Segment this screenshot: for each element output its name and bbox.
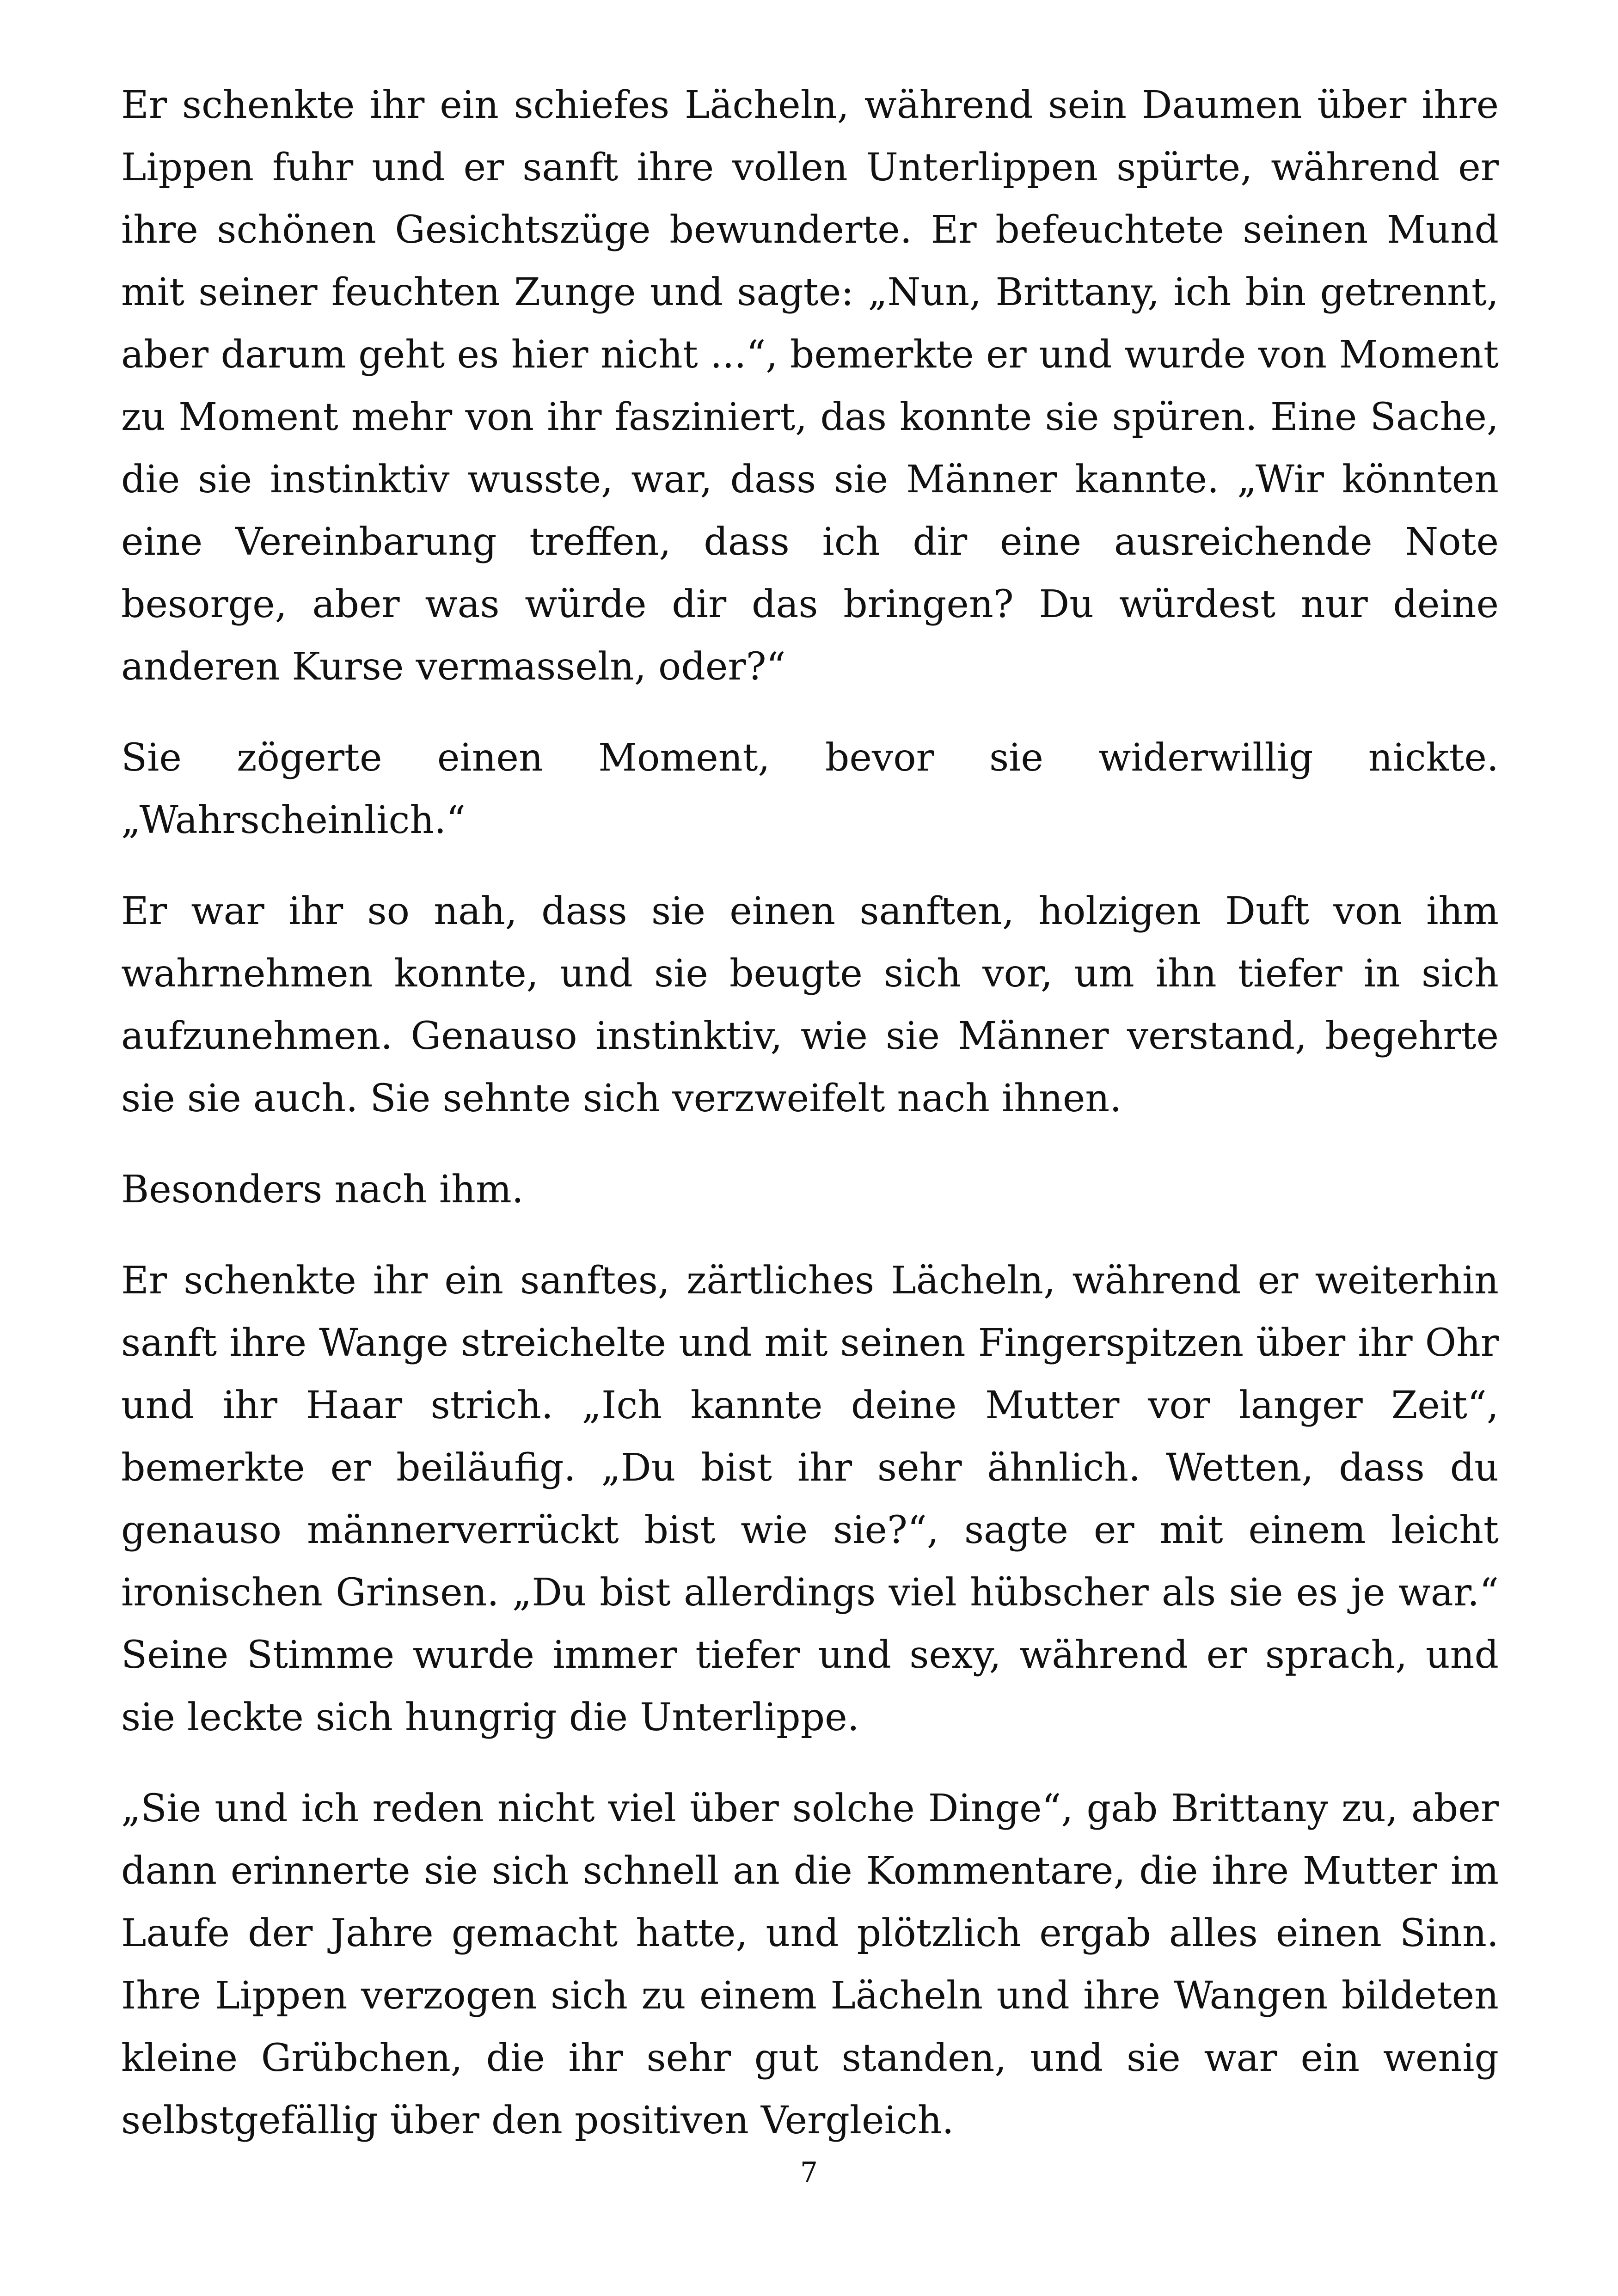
paragraph-6: „Sie und ich reden nicht viel über solche Dinge“, gab Brittany zu, aber dann erinnerte sie sich schnell an die Kommentare, die ihre Mutter im Laufe der Jahre gemacht hatte, und plötzlich ergab alles einen Sinn. Ihre Lippen verzogen sich zu einem Lächeln und ihre Wangen bildeten kleine Grübchen, die ihr sehr gut standen, und sie war ein wenig selbstgefällig über den positiven Vergleich. bbox=[121, 1787, 1499, 2143]
page-number: 7 bbox=[800, 2156, 818, 2189]
paragraph-3: Er war ihr so nah, dass sie einen sanften, holzigen Duft von ihm wahrnehmen konnte, und sie beugte sich vor, um ihn tiefer in sich aufzunehmen. Genauso instinktiv, wie sie Männer verstand, begehrte sie sie auch. Sie sehnte sich verzweifelt nach ihnen. bbox=[121, 889, 1499, 1120]
body-text bbox=[121, 74, 1499, 2180]
paragraph-2: Sie zögerte einen Moment, bevor sie widerwillig nickte. „Wahrscheinlich.“ bbox=[121, 736, 1499, 842]
paragraph-5: Er schenkte ihr ein sanftes, zärtliches Lächeln, während er weiterhin sanft ihre Wange streichelte und mit seinen Fingerspitzen über ihr Ohr und ihr Haar strich. „Ich kannte deine Mutter vor langer Zeit“, bemerkte er beiläufig. „Du bist ihr sehr ähnlich. Wetten, dass du genauso männerverrückt bist wie sie?“, sagte er mit einem leicht ironischen Grinsen. „Du bist allerdings viel hübscher als sie es je war.“ Seine Stimme wurde immer tiefer und sexy, während er sprach, und sie leckte sich hungrig die Unterlippe. bbox=[121, 1259, 1499, 1739]
paragraph-1: Er schenkte ihr ein schiefes Lächeln, während sein Daumen über ihre Lippen fuhr und er sanft ihre vollen Unterlippen spürte, während er ihre schönen Gesichtszüge bewunderte. Er befeuchtete seinen Mund mit seiner feuchten Zunge und sagte: „Nun, Brittany, ich bin getrennt, aber darum geht es hier nicht ...“, bemerkte er und wurde von Moment zu Moment mehr von ihr fasziniert, das konnte sie spüren. Eine Sache, die sie instinktiv wusste, war, dass sie Männer kannte. „Wir könnten eine Vereinbarung treffen, dass ich dir eine ausreichende Note besorge, aber was würde dir das bringen? Du würdest nur deine anderen Kurse vermasseln, oder?“ bbox=[121, 83, 1499, 689]
paragraph-4: Besonders nach ihm. bbox=[121, 1168, 524, 1212]
